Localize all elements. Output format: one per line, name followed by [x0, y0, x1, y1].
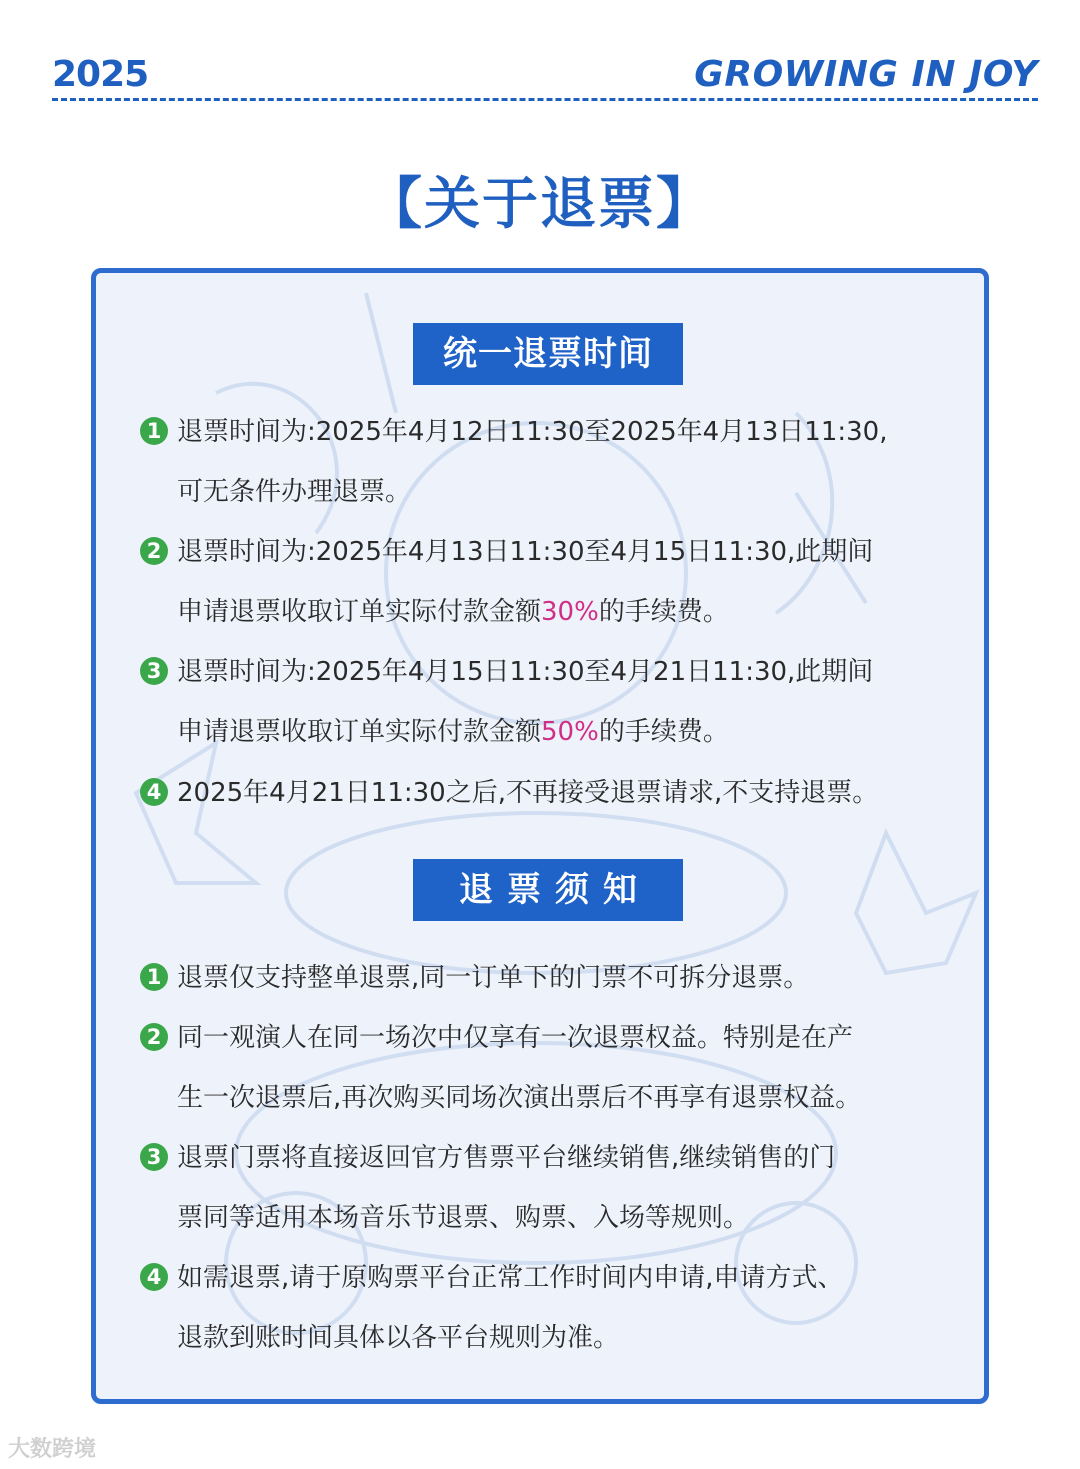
item-text-part: 的手续费。: [598, 597, 729, 627]
number-badge: 3: [140, 1143, 168, 1171]
item-text: 退票时间为:2025年4月13日11:30至4月15日11:30,此期间: [177, 537, 874, 567]
item-text: [177, 715, 729, 749]
item-text: 生一次退票后,再次购买同场次演出票后不再享有退票权益。: [177, 1083, 862, 1113]
item-text: [177, 595, 729, 629]
number-badge: 4: [140, 1263, 168, 1291]
page-title: 【关于退票】: [366, 172, 714, 237]
year-label: 2025: [52, 54, 149, 95]
number-badge: 4: [140, 778, 168, 806]
item-text-part: 申请退票收取订单实际付款金额: [177, 717, 542, 747]
number-badge: 1: [140, 963, 168, 991]
item-text: 同一观演人在同一场次中仅享有一次退票权益。特别是在产: [177, 1023, 854, 1053]
item-text: 退票仅支持整单退票,同一订单下的门票不可拆分退票。: [177, 963, 810, 993]
watermark: 大数跨境: [8, 1437, 97, 1462]
page-header: [52, 52, 1038, 102]
item-text: 退票时间为:2025年4月12日11:30至2025年4月13日11:30,: [177, 417, 888, 447]
number-badge: 1: [140, 417, 168, 445]
item-text: 退票时间为:2025年4月15日11:30至4月21日11:30,此期间: [177, 657, 874, 687]
item-text: 退票门票将直接返回官方售票平台继续销售,继续销售的门: [177, 1143, 836, 1173]
section-title-refund-schedule: 统一退票时间: [413, 323, 683, 385]
item-text: 票同等适用本场音乐节退票、购票、入场等规则。: [177, 1203, 750, 1233]
number-badge: 2: [140, 1023, 168, 1051]
item-text: 可无条件办理退票。: [177, 477, 412, 507]
fee-percentage: 30%: [541, 597, 599, 627]
tagline: GROWING IN JOY: [694, 54, 1038, 95]
item-text-part: 申请退票收取订单实际付款金额: [177, 597, 542, 627]
number-badge: 3: [140, 657, 168, 685]
section-title-refund-notice: 退票须知: [413, 859, 683, 921]
number-badge: 2: [140, 537, 168, 565]
item-text: 如需退票,请于原购票平台正常工作时间内申请,申请方式、: [177, 1263, 844, 1293]
item-text-part: 的手续费。: [598, 717, 729, 747]
header-divider: [52, 98, 1038, 101]
item-text: 退款到账时间具体以各平台规则为准。: [177, 1323, 620, 1353]
refund-info-card: [91, 268, 989, 1404]
item-text: 2025年4月21日11:30之后,不再接受退票请求,不支持退票。: [177, 778, 879, 808]
fee-percentage: 50%: [541, 717, 599, 747]
